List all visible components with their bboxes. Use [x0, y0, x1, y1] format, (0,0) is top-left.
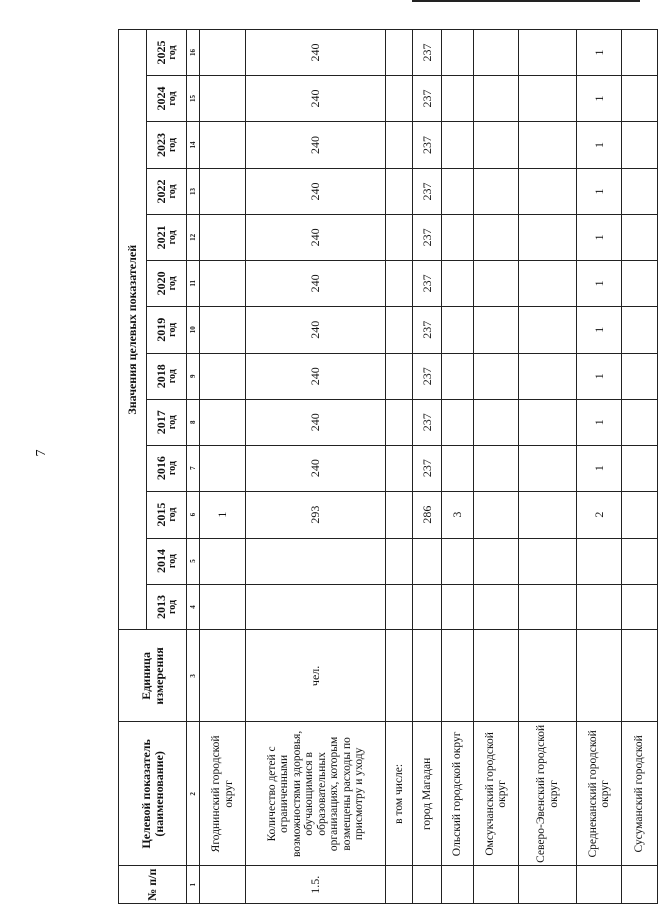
indicator-name: Ягоднинский городской округ [200, 722, 246, 866]
value-cell: 1 [577, 353, 622, 399]
year-label: 2022 [153, 179, 168, 204]
value-cell: 240 [246, 306, 386, 353]
value-cell [386, 260, 413, 306]
header-no: № п/п [119, 866, 187, 904]
value-cell [442, 260, 474, 306]
value-cell: 3 [442, 491, 474, 538]
year-header-2021 [147, 214, 187, 260]
value-cell [519, 399, 577, 445]
value-cell: 1 [577, 214, 622, 260]
column-number: 1 [187, 866, 200, 904]
row-number [474, 866, 519, 904]
value-cell [386, 399, 413, 445]
target-indicators-table [118, 29, 658, 904]
unit-cell [622, 630, 658, 722]
value-cell: 240 [246, 399, 386, 445]
row-number [413, 866, 442, 904]
value-cell: 1 [577, 168, 622, 214]
column-number: 5 [187, 538, 200, 584]
value-cell [474, 445, 519, 491]
value-cell [386, 491, 413, 538]
value-cell [442, 538, 474, 584]
table-row [386, 30, 413, 904]
value-cell: 237 [413, 168, 442, 214]
value-cell [442, 353, 474, 399]
value-cell [200, 399, 246, 445]
value-cell [200, 584, 246, 630]
value-cell: 1 [200, 491, 246, 538]
unit-cell [474, 630, 519, 722]
indicator-name: город Магадан [413, 722, 442, 866]
value-cell [577, 584, 622, 630]
value-cell [622, 491, 658, 538]
value-cell [474, 214, 519, 260]
value-cell [200, 260, 246, 306]
value-cell [474, 491, 519, 538]
indicator-name: в том числе: [386, 722, 413, 866]
value-cell [442, 30, 474, 76]
unit-cell [413, 630, 442, 722]
column-number: 11 [187, 260, 200, 306]
value-cell [622, 353, 658, 399]
table-row [474, 30, 519, 904]
value-cell [386, 353, 413, 399]
year-suffix: год [166, 276, 178, 291]
value-cell [200, 538, 246, 584]
value-cell [474, 168, 519, 214]
year-suffix: год [166, 230, 178, 245]
value-cell: 1 [577, 260, 622, 306]
value-cell [474, 122, 519, 169]
table-row [246, 30, 386, 904]
column-number: 2 [187, 722, 200, 866]
column-number: 7 [187, 445, 200, 491]
value-cell [442, 122, 474, 169]
year-header-2023 [147, 122, 187, 169]
unit-cell [386, 630, 413, 722]
value-cell: 240 [246, 76, 386, 122]
year-label: 2014 [153, 549, 168, 574]
table-row [577, 30, 622, 904]
value-cell [386, 306, 413, 353]
year-header-2020 [147, 260, 187, 306]
year-suffix: год [166, 599, 178, 615]
value-cell: 237 [413, 214, 442, 260]
value-cell [442, 399, 474, 445]
column-number: 13 [187, 168, 200, 214]
value-cell [386, 76, 413, 122]
value-cell: 240 [246, 353, 386, 399]
column-number: 14 [187, 122, 200, 169]
value-cell: 237 [413, 30, 442, 76]
value-cell: 240 [246, 168, 386, 214]
value-cell: 240 [246, 260, 386, 306]
value-cell [474, 353, 519, 399]
value-cell: 240 [246, 214, 386, 260]
value-cell [519, 30, 577, 76]
value-cell [519, 168, 577, 214]
value-cell [622, 584, 658, 630]
indicator-name: Количество детей с ограниченными возможностями здоровья, обучающимися в образовательных организациях, которым возмещены расходы по присмотру и уходу [246, 722, 386, 866]
year-suffix: год [166, 137, 178, 153]
year-header-2016 [147, 445, 187, 491]
year-suffix: год [166, 322, 178, 337]
year-label: 2020 [153, 271, 168, 296]
year-label: 2016 [153, 456, 168, 481]
value-cell [442, 214, 474, 260]
value-cell [474, 584, 519, 630]
indicator-name: Среднеканский городской округ [577, 722, 622, 866]
value-cell: 1 [577, 30, 622, 76]
unit-cell [577, 630, 622, 722]
value-cell [622, 122, 658, 169]
unit-cell: чел. [246, 630, 386, 722]
value-cell: 1 [577, 306, 622, 353]
row-number [200, 866, 246, 904]
year-label: 2021 [153, 225, 168, 250]
year-suffix: год [166, 554, 178, 569]
year-header-2017 [147, 399, 187, 445]
value-cell: 237 [413, 122, 442, 169]
value-cell [386, 30, 413, 76]
value-cell [386, 445, 413, 491]
value-cell: 1 [577, 122, 622, 169]
row-number [577, 866, 622, 904]
year-label: 2025 [153, 40, 168, 65]
year-suffix: год [166, 91, 178, 106]
value-cell [200, 122, 246, 169]
column-number: 4 [187, 584, 200, 630]
value-cell [200, 445, 246, 491]
value-cell: 1 [577, 399, 622, 445]
value-cell [622, 76, 658, 122]
header-values: Значения целевых показателей [119, 30, 147, 630]
value-cell: 293 [246, 491, 386, 538]
column-number-row [187, 30, 200, 904]
table-row [200, 30, 246, 904]
value-cell: 237 [413, 445, 442, 491]
value-cell: 237 [413, 353, 442, 399]
row-number [519, 866, 577, 904]
value-cell [622, 538, 658, 584]
year-suffix: год [166, 461, 178, 476]
indicator-name: Ольский городской округ [442, 722, 474, 866]
value-cell [413, 584, 442, 630]
value-cell [622, 168, 658, 214]
year-header-2014 [147, 538, 187, 584]
year-suffix: год [166, 415, 178, 430]
table-row [442, 30, 474, 904]
year-label: 2013 [153, 594, 168, 619]
column-number: 10 [187, 306, 200, 353]
value-cell: 1 [577, 76, 622, 122]
value-cell: 237 [413, 260, 442, 306]
value-cell [200, 306, 246, 353]
value-cell [386, 538, 413, 584]
column-number: 9 [187, 353, 200, 399]
table-rotator [118, 29, 646, 904]
value-cell: 240 [246, 122, 386, 169]
year-suffix: год [166, 184, 178, 199]
value-cell: 237 [413, 76, 442, 122]
value-cell: 2 [577, 491, 622, 538]
column-number: 16 [187, 30, 200, 76]
value-cell [519, 538, 577, 584]
year-label: 2023 [153, 133, 168, 157]
value-cell [519, 122, 577, 169]
year-header-2015 [147, 491, 187, 538]
value-cell [386, 168, 413, 214]
value-cell [622, 399, 658, 445]
value-cell: 286 [413, 491, 442, 538]
value-cell [474, 538, 519, 584]
value-cell [474, 399, 519, 445]
header-indicator: Целевой показатель (наименование) [119, 722, 187, 866]
row-number [386, 866, 413, 904]
value-cell [200, 30, 246, 76]
value-cell: 237 [413, 306, 442, 353]
value-cell [442, 306, 474, 353]
value-cell [519, 306, 577, 353]
column-number: 15 [187, 76, 200, 122]
value-cell: 1 [577, 445, 622, 491]
value-cell [474, 76, 519, 122]
table-row [413, 30, 442, 904]
year-label: 2018 [153, 364, 168, 389]
table-body [200, 30, 658, 904]
value-cell [442, 445, 474, 491]
column-number: 6 [187, 491, 200, 538]
value-cell [200, 168, 246, 214]
year-suffix: год [166, 369, 178, 384]
year-suffix: год [166, 45, 178, 60]
year-label: 2019 [153, 317, 168, 342]
column-number: 8 [187, 399, 200, 445]
value-cell [200, 76, 246, 122]
year-label: 2017 [153, 410, 168, 435]
header-unit: Единица измерения [119, 630, 187, 722]
value-cell [386, 584, 413, 630]
year-suffix: год [166, 507, 178, 522]
column-number: 12 [187, 214, 200, 260]
year-label: 2024 [153, 86, 168, 111]
indicator-name: Сусуманский городской [622, 722, 658, 866]
value-cell: 240 [246, 30, 386, 76]
row-number [442, 866, 474, 904]
value-cell [386, 214, 413, 260]
value-cell [442, 584, 474, 630]
value-cell [200, 353, 246, 399]
value-cell [200, 214, 246, 260]
year-header-2013 [147, 584, 187, 630]
year-header-2024 [147, 76, 187, 122]
value-cell [386, 122, 413, 169]
value-cell [622, 260, 658, 306]
value-cell [519, 584, 577, 630]
value-cell [519, 445, 577, 491]
year-header-2019 [147, 306, 187, 353]
value-cell [622, 214, 658, 260]
value-cell [519, 491, 577, 538]
value-cell [519, 353, 577, 399]
value-cell [246, 538, 386, 584]
value-cell: 237 [413, 399, 442, 445]
value-cell [246, 584, 386, 630]
value-cell [622, 30, 658, 76]
value-cell [519, 260, 577, 306]
year-header-2025 [147, 30, 187, 76]
top-rule [412, 0, 640, 2]
indicator-name: Омсукчанский городской округ [474, 722, 519, 866]
value-cell [442, 168, 474, 214]
value-cell [474, 260, 519, 306]
year-header-2018 [147, 353, 187, 399]
value-cell [577, 538, 622, 584]
value-cell [442, 76, 474, 122]
year-header-2022 [147, 168, 187, 214]
table-row [519, 30, 577, 904]
table-row [622, 30, 658, 904]
unit-cell [200, 630, 246, 722]
value-cell [413, 538, 442, 584]
page-number: 7 [34, 449, 49, 457]
value-cell [474, 30, 519, 76]
unit-cell [519, 630, 577, 722]
value-cell [474, 306, 519, 353]
value-cell [622, 306, 658, 353]
value-cell [622, 445, 658, 491]
unit-cell [442, 630, 474, 722]
indicator-name: Северо-Эвенский городской округ [519, 722, 577, 866]
value-cell [519, 76, 577, 122]
value-cell: 240 [246, 445, 386, 491]
row-number: 1.5. [246, 866, 386, 904]
year-label: 2015 [153, 502, 168, 527]
value-cell [519, 214, 577, 260]
column-number: 3 [187, 630, 200, 722]
row-number [622, 866, 658, 904]
